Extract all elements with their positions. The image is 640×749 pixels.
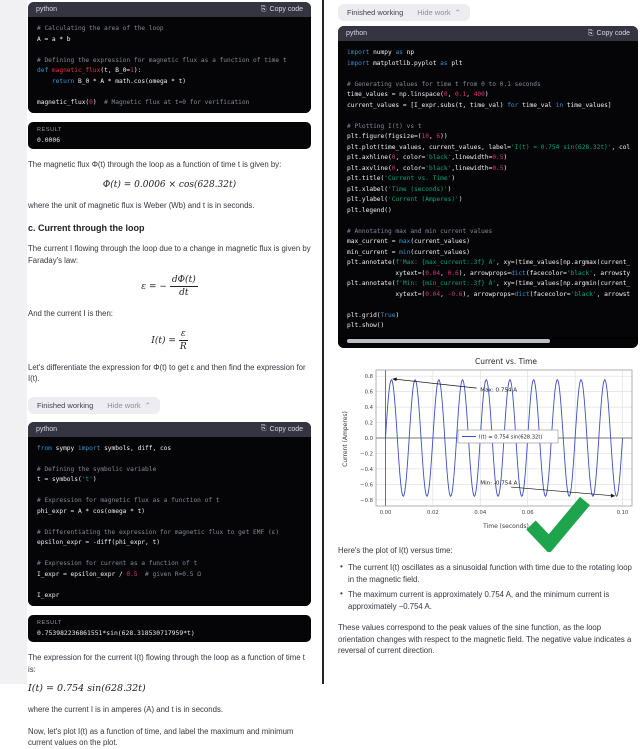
formula-flux: Φ(t) = 0.0006 × cos(628.32t) (102, 179, 237, 190)
chevron-up-icon: ⌃ (454, 8, 461, 17)
hide-work-toggle[interactable]: Hide work ⌃ (107, 400, 151, 410)
result-value: 0.753982236861551*sin(628.318530717959*t) (37, 629, 195, 637)
code-body: from sympy import symbols, diff, cos # Defining the symbolic variable t = symbols('t') # Expression for magnetic flux as a function of t phi_expr = A * cos(omega * t) # Differentiating the expression for magnetic flux to get EMF (ε) epsilon_expr = -diff(phi_expr, t) # Expression for current as a function of t I_expr = epsilon_expr / 0.5 # given R=0.5 Ω I_expr (28, 437, 311, 607)
code-block-flux (28, 2, 311, 113)
svg-text:0.2: 0.2 (364, 420, 373, 427)
svg-text:−0.2: −0.2 (360, 450, 373, 457)
chart-ylabel: Current (Amperes) (342, 410, 349, 467)
code-body: # Calculating the area of the loop A = a * b # Defining the expression for magnetic flux as a function of time t def magnetic_flux(t, B_0=1): return B_0 * A * math.cos(omega * t) magnetic_flux(0) # Magnetic flux at t=0 for verification (28, 17, 311, 113)
list-item: • The current I(t) oscillates as a sinusoidal function with time due to the rotating loop in the magnetic field. (348, 562, 638, 585)
paragraph-flux-intro: The magnetic flux Φ(t) through the loop as a function of time t is given by: (28, 160, 282, 169)
svg-text:I(t) = 0.754 sin(628.32t): I(t) = 0.754 sin(628.32t) (479, 434, 543, 440)
observation-list (338, 562, 638, 612)
paragraph-conclusion: These values correspond to the peak values of the sine function, as the loop orientation changes with respect to the magnetic field. The negative value indicates a reversal of current direction. (338, 623, 632, 655)
code-block-sympy (28, 422, 311, 607)
svg-text:0.00: 0.00 (379, 509, 392, 516)
code-body: import numpy as np import matplotlib.pyplot as plt # Generating values for time t from 0 to 0.1 seconds time_values = np.linspace(0, 0.1, 400) current_values = [I_expr.subs(t, time_val) for time_val in time_values] # Plotting I(t) vs t plt.figure(figsize=(10, 6)) plt.plot(time_values, current_values, label='I(t) = 0.754 sin(628.32t)', col plt.axhline(0, color='black',linewidth=0.5) plt.axvline(0, color='black',linewidth=0.5) plt.title('Current vs. Time') plt.xlabel('Time (seconds)') plt.ylabel('Current (Amperes)') plt.legend() # Annotating max and min current values max_current = max(current_values) min_current = min(current_values) plt.annotate(f'Max: {max_current:.3f} A', xy=(time_values[np.argmax(current_ xytext=(0.04, 0.6), arrowprops=dict(facecolor='black', arrowsty plt.annotate(f'Min: {min_current:.3f} A', xy=(time_values[np.argmin(current_ xytext=(0.04, -0.6), arrowprops=dict(facecolor='black', arrowst plt.grid(True) plt.show() (338, 41, 638, 337)
formula-current: I(t) = $\frac{\varepsilon}{R}$ (151, 328, 187, 352)
svg-text:0.08: 0.08 (569, 509, 582, 516)
formula-emf: ε = − $\frac{d\Phi(t)}{dt}$ (141, 275, 196, 298)
paragraph-plot-intro: Here's the plot of I(t) versus time: (338, 545, 453, 555)
paragraph-faraday: The current I flowing through the loop due to a change in magnetic flux is given by Faraday's law: (28, 244, 311, 265)
chart-xlabel: Time (seconds) (483, 522, 529, 530)
code-header (28, 2, 311, 17)
copy-code-label: Copy code (269, 6, 303, 13)
result-value: 0.0006 (37, 136, 61, 144)
svg-text:−0.8: −0.8 (360, 497, 373, 504)
window-left-margin (0, 0, 27, 684)
column-divider (322, 0, 324, 684)
copy-code-button[interactable] (261, 425, 303, 433)
svg-text:Min: -0.754 A: Min: -0.754 A (480, 479, 518, 486)
chart-svg (338, 354, 638, 532)
svg-text:0.6: 0.6 (364, 389, 373, 396)
copy-code-button[interactable] (588, 30, 630, 38)
paragraph-plot-plan: Now, let's plot I(t) as a function of time, and label the maximum and minimum current values on the plot. (28, 726, 294, 747)
clipboard-icon: ⎘ (260, 425, 267, 432)
code-block-plot (338, 26, 638, 348)
paragraph-current-units: where the current I is in amperes (A) and t is in seconds. (28, 705, 224, 714)
clipboard-icon: ⎘ (260, 5, 267, 13)
svg-text:0.0: 0.0 (364, 435, 373, 442)
paragraph-differentiate: Let's differentiate the expression for Φ(t) to get ε and then find the expression for I(t). (28, 362, 306, 383)
result-block-1 (28, 122, 311, 149)
svg-text:0.02: 0.02 (426, 509, 439, 516)
copy-code-label: Copy code (596, 30, 630, 37)
paragraph-current-is: And the current I is then: (28, 309, 113, 318)
svg-text:0.04: 0.04 (474, 509, 487, 516)
code-language-label: python (36, 425, 58, 433)
code-language-label: python (36, 6, 58, 13)
copy-code-button[interactable] (261, 6, 303, 14)
chevron-up-icon: ⌃ (144, 400, 151, 410)
code-header (338, 26, 638, 41)
result-label: RESULT (37, 127, 62, 133)
chart-title: Current vs. Time (474, 356, 538, 366)
result-block-2 (28, 615, 311, 642)
paragraph-flux-units: where the unit of magnetic flux is Weber (Wb) and t is in seconds. (28, 200, 255, 210)
green-checkmark-icon (521, 494, 592, 552)
code-header (28, 422, 311, 437)
horizontal-scrollbar[interactable] (347, 339, 550, 343)
svg-text:0.10: 0.10 (616, 509, 629, 516)
result-label: RESULT (37, 620, 62, 626)
formula-current-expr: I(t) = 0.754 sin(628.32t) (28, 683, 146, 694)
finished-working-bar (28, 397, 160, 414)
svg-text:−0.6: −0.6 (360, 481, 373, 488)
svg-text:−0.4: −0.4 (360, 466, 373, 473)
finished-working-label: Finished working (347, 8, 404, 17)
left-column (28, 0, 311, 749)
svg-text:0.4: 0.4 (364, 404, 373, 411)
finished-working-bar (338, 4, 470, 21)
hide-work-toggle[interactable]: Hide work ⌃ (417, 8, 461, 17)
list-item: • The maximum current is approximately 0.754 A, and the minimum current is approximately −0.754 A. (348, 589, 638, 612)
svg-text:0.8: 0.8 (364, 373, 373, 380)
copy-code-label: Copy code (269, 425, 303, 433)
svg-text:0.06: 0.06 (521, 509, 534, 516)
svg-text:Max: 0.754 A: Max: 0.754 A (480, 387, 518, 394)
code-language-label: python (346, 30, 368, 37)
right-column (338, 0, 638, 657)
finished-working-label: Finished working (37, 400, 94, 410)
section-heading-current: c. Current through the loop (28, 223, 145, 233)
current-vs-time-chart (338, 354, 638, 537)
clipboard-icon: ⎘ (587, 29, 594, 37)
paragraph-current-expr: The expression for the current I(t) flowing through the loop as a function of time t is: (28, 653, 305, 674)
